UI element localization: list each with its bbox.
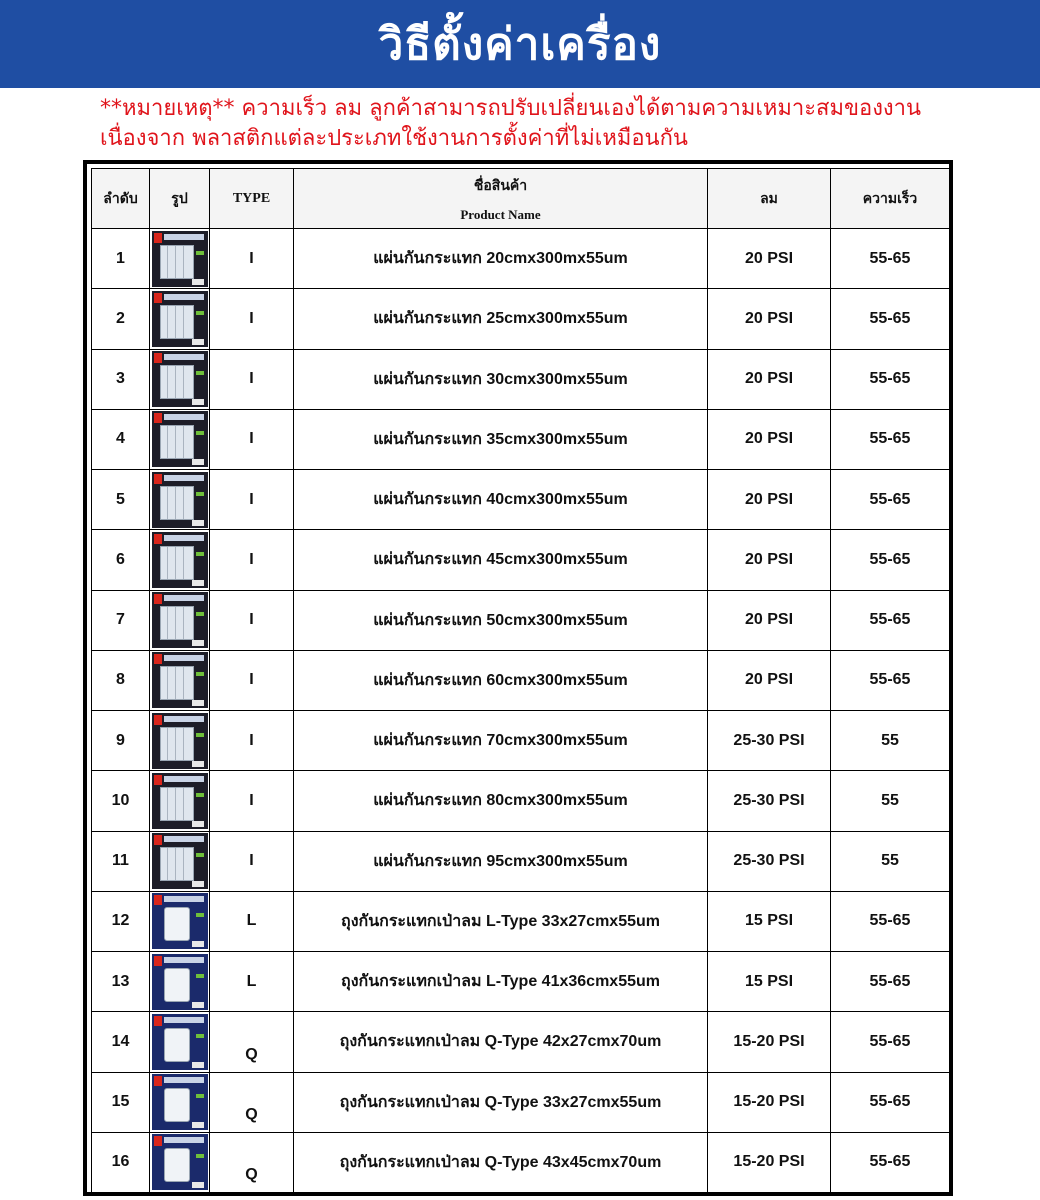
row-type: I <box>210 590 294 650</box>
row-image-cell <box>150 289 210 349</box>
film-roll-icon <box>152 652 208 708</box>
row-product-name: ถุงกันกระแทกเป่าลม L-Type 41x36cmx55um <box>294 952 708 1012</box>
header-image: รูป <box>150 169 210 229</box>
row-type: I <box>210 229 294 289</box>
table-row <box>92 1012 950 1072</box>
row-product-name: แผ่นกันกระแทก 80cmx300mx55um <box>294 771 708 831</box>
row-type: Q <box>210 1072 294 1132</box>
row-air: 15 PSI <box>708 952 831 1012</box>
row-product-name: ถุงกันกระแทกเป่าลม Q-Type 43x45cmx70um <box>294 1132 708 1192</box>
table-row <box>92 530 950 590</box>
settings-table <box>91 168 950 1193</box>
air-bag-icon <box>152 893 208 949</box>
row-order: 1 <box>92 229 150 289</box>
row-image-cell <box>150 470 210 530</box>
film-roll-icon <box>152 411 208 467</box>
row-image-cell <box>150 1132 210 1192</box>
row-speed: 55-65 <box>831 590 950 650</box>
note-text <box>100 94 1000 154</box>
note-line-1: **หมายเหตุ** ความเร็ว ลม ลูกค้าสามารถปรับเปลี่ยนเองได้ตามความเหมาะสมของงาน <box>100 96 922 121</box>
settings-table-frame <box>83 160 953 1196</box>
film-roll-icon <box>152 351 208 407</box>
header-banner <box>0 0 1040 88</box>
table-row <box>92 891 950 951</box>
table-row <box>92 831 950 891</box>
row-air: 20 PSI <box>708 289 831 349</box>
row-image-cell <box>150 590 210 650</box>
row-image-cell <box>150 1072 210 1132</box>
row-air: 15-20 PSI <box>708 1012 831 1072</box>
table-body <box>92 229 950 1193</box>
row-speed: 55-65 <box>831 289 950 349</box>
row-product-name: แผ่นกันกระแทก 60cmx300mx55um <box>294 650 708 710</box>
row-speed: 55-65 <box>831 1072 950 1132</box>
row-image-cell <box>150 891 210 951</box>
row-order: 4 <box>92 409 150 469</box>
row-air: 15 PSI <box>708 891 831 951</box>
row-order: 10 <box>92 771 150 831</box>
row-product-name: แผ่นกันกระแทก 50cmx300mx55um <box>294 590 708 650</box>
table-row <box>92 952 950 1012</box>
row-type: I <box>210 530 294 590</box>
air-bag-icon <box>152 1134 208 1190</box>
row-type: L <box>210 891 294 951</box>
film-roll-icon <box>152 773 208 829</box>
row-product-name: แผ่นกันกระแทก 45cmx300mx55um <box>294 530 708 590</box>
film-roll-icon <box>152 472 208 528</box>
row-air: 20 PSI <box>708 229 831 289</box>
row-product-name: ถุงกันกระแทกเป่าลม L-Type 33x27cmx55um <box>294 891 708 951</box>
row-product-name: แผ่นกันกระแทก 30cmx300mx55um <box>294 349 708 409</box>
header-speed: ความเร็ว <box>831 169 950 229</box>
header-air: ลม <box>708 169 831 229</box>
row-speed: 55-65 <box>831 1132 950 1192</box>
row-type: I <box>210 711 294 771</box>
row-air: 20 PSI <box>708 409 831 469</box>
row-type: L <box>210 952 294 1012</box>
row-speed: 55-65 <box>831 530 950 590</box>
row-image-cell <box>150 771 210 831</box>
row-order: 16 <box>92 1132 150 1192</box>
header-type: TYPE <box>210 169 294 229</box>
row-type: I <box>210 349 294 409</box>
row-type: I <box>210 409 294 469</box>
row-image-cell <box>150 229 210 289</box>
table-row <box>92 771 950 831</box>
row-air: 15-20 PSI <box>708 1072 831 1132</box>
row-type: I <box>210 650 294 710</box>
table-row <box>92 289 950 349</box>
row-speed: 55 <box>831 771 950 831</box>
air-bag-icon <box>152 1074 208 1130</box>
row-speed: 55-65 <box>831 229 950 289</box>
header-name-en: Product Name <box>460 206 541 222</box>
row-order: 15 <box>92 1072 150 1132</box>
table-row <box>92 711 950 771</box>
row-air: 25-30 PSI <box>708 711 831 771</box>
table-row <box>92 1132 950 1192</box>
row-product-name: ถุงกันกระแทกเป่าลม Q-Type 33x27cmx55um <box>294 1072 708 1132</box>
air-bag-icon <box>152 954 208 1010</box>
header-order: ลำดับ <box>92 169 150 229</box>
row-order: 7 <box>92 590 150 650</box>
row-image-cell <box>150 409 210 469</box>
row-speed: 55 <box>831 831 950 891</box>
film-roll-icon <box>152 833 208 889</box>
film-roll-icon <box>152 713 208 769</box>
row-order: 8 <box>92 650 150 710</box>
row-type: Q <box>210 1012 294 1072</box>
row-image-cell <box>150 831 210 891</box>
row-order: 12 <box>92 891 150 951</box>
row-order: 6 <box>92 530 150 590</box>
row-speed: 55-65 <box>831 1012 950 1072</box>
row-air: 20 PSI <box>708 470 831 530</box>
note-line-2: เนื่องจาก พลาสติกแต่ละประเภทใช้งานการตั้งค่าที่ไม่เหมือนกัน <box>100 126 688 151</box>
air-bag-icon <box>152 1014 208 1070</box>
row-speed: 55 <box>831 711 950 771</box>
row-air: 20 PSI <box>708 530 831 590</box>
row-speed: 55-65 <box>831 409 950 469</box>
row-air: 20 PSI <box>708 349 831 409</box>
film-roll-icon <box>152 291 208 347</box>
row-type: Q <box>210 1132 294 1192</box>
table-row <box>92 1072 950 1132</box>
table-header-row <box>92 169 950 229</box>
table-row <box>92 349 950 409</box>
table-row <box>92 470 950 530</box>
row-order: 2 <box>92 289 150 349</box>
table-row <box>92 590 950 650</box>
row-air: 15-20 PSI <box>708 1132 831 1192</box>
row-speed: 55-65 <box>831 952 950 1012</box>
table-row <box>92 409 950 469</box>
row-air: 25-30 PSI <box>708 771 831 831</box>
row-order: 11 <box>92 831 150 891</box>
row-order: 9 <box>92 711 150 771</box>
row-product-name: แผ่นกันกระแทก 40cmx300mx55um <box>294 470 708 530</box>
row-image-cell <box>150 349 210 409</box>
row-air: 20 PSI <box>708 590 831 650</box>
table-row <box>92 650 950 710</box>
row-product-name: แผ่นกันกระแทก 70cmx300mx55um <box>294 711 708 771</box>
row-order: 3 <box>92 349 150 409</box>
row-air: 20 PSI <box>708 650 831 710</box>
row-image-cell <box>150 952 210 1012</box>
row-product-name: แผ่นกันกระแทก 20cmx300mx55um <box>294 229 708 289</box>
header-name-th: ชื่อสินค้า <box>473 176 528 193</box>
row-image-cell <box>150 530 210 590</box>
page-title: วิธีตั้งค่าเครื่อง <box>378 19 662 70</box>
row-type: I <box>210 289 294 349</box>
row-type: I <box>210 771 294 831</box>
row-speed: 55-65 <box>831 891 950 951</box>
row-speed: 55-65 <box>831 349 950 409</box>
row-image-cell <box>150 711 210 771</box>
row-product-name: แผ่นกันกระแทก 95cmx300mx55um <box>294 831 708 891</box>
film-roll-icon <box>152 231 208 287</box>
row-speed: 55-65 <box>831 470 950 530</box>
row-product-name: ถุงกันกระแทกเป่าลม Q-Type 42x27cmx70um <box>294 1012 708 1072</box>
table-row <box>92 229 950 289</box>
row-image-cell <box>150 1012 210 1072</box>
row-image-cell <box>150 650 210 710</box>
row-product-name: แผ่นกันกระแทก 25cmx300mx55um <box>294 289 708 349</box>
row-speed: 55-65 <box>831 650 950 710</box>
film-roll-icon <box>152 532 208 588</box>
row-order: 13 <box>92 952 150 1012</box>
row-product-name: แผ่นกันกระแทก 35cmx300mx55um <box>294 409 708 469</box>
header-product-name <box>294 169 708 229</box>
row-air: 25-30 PSI <box>708 831 831 891</box>
row-order: 14 <box>92 1012 150 1072</box>
row-type: I <box>210 831 294 891</box>
film-roll-icon <box>152 592 208 648</box>
row-type: I <box>210 470 294 530</box>
row-order: 5 <box>92 470 150 530</box>
